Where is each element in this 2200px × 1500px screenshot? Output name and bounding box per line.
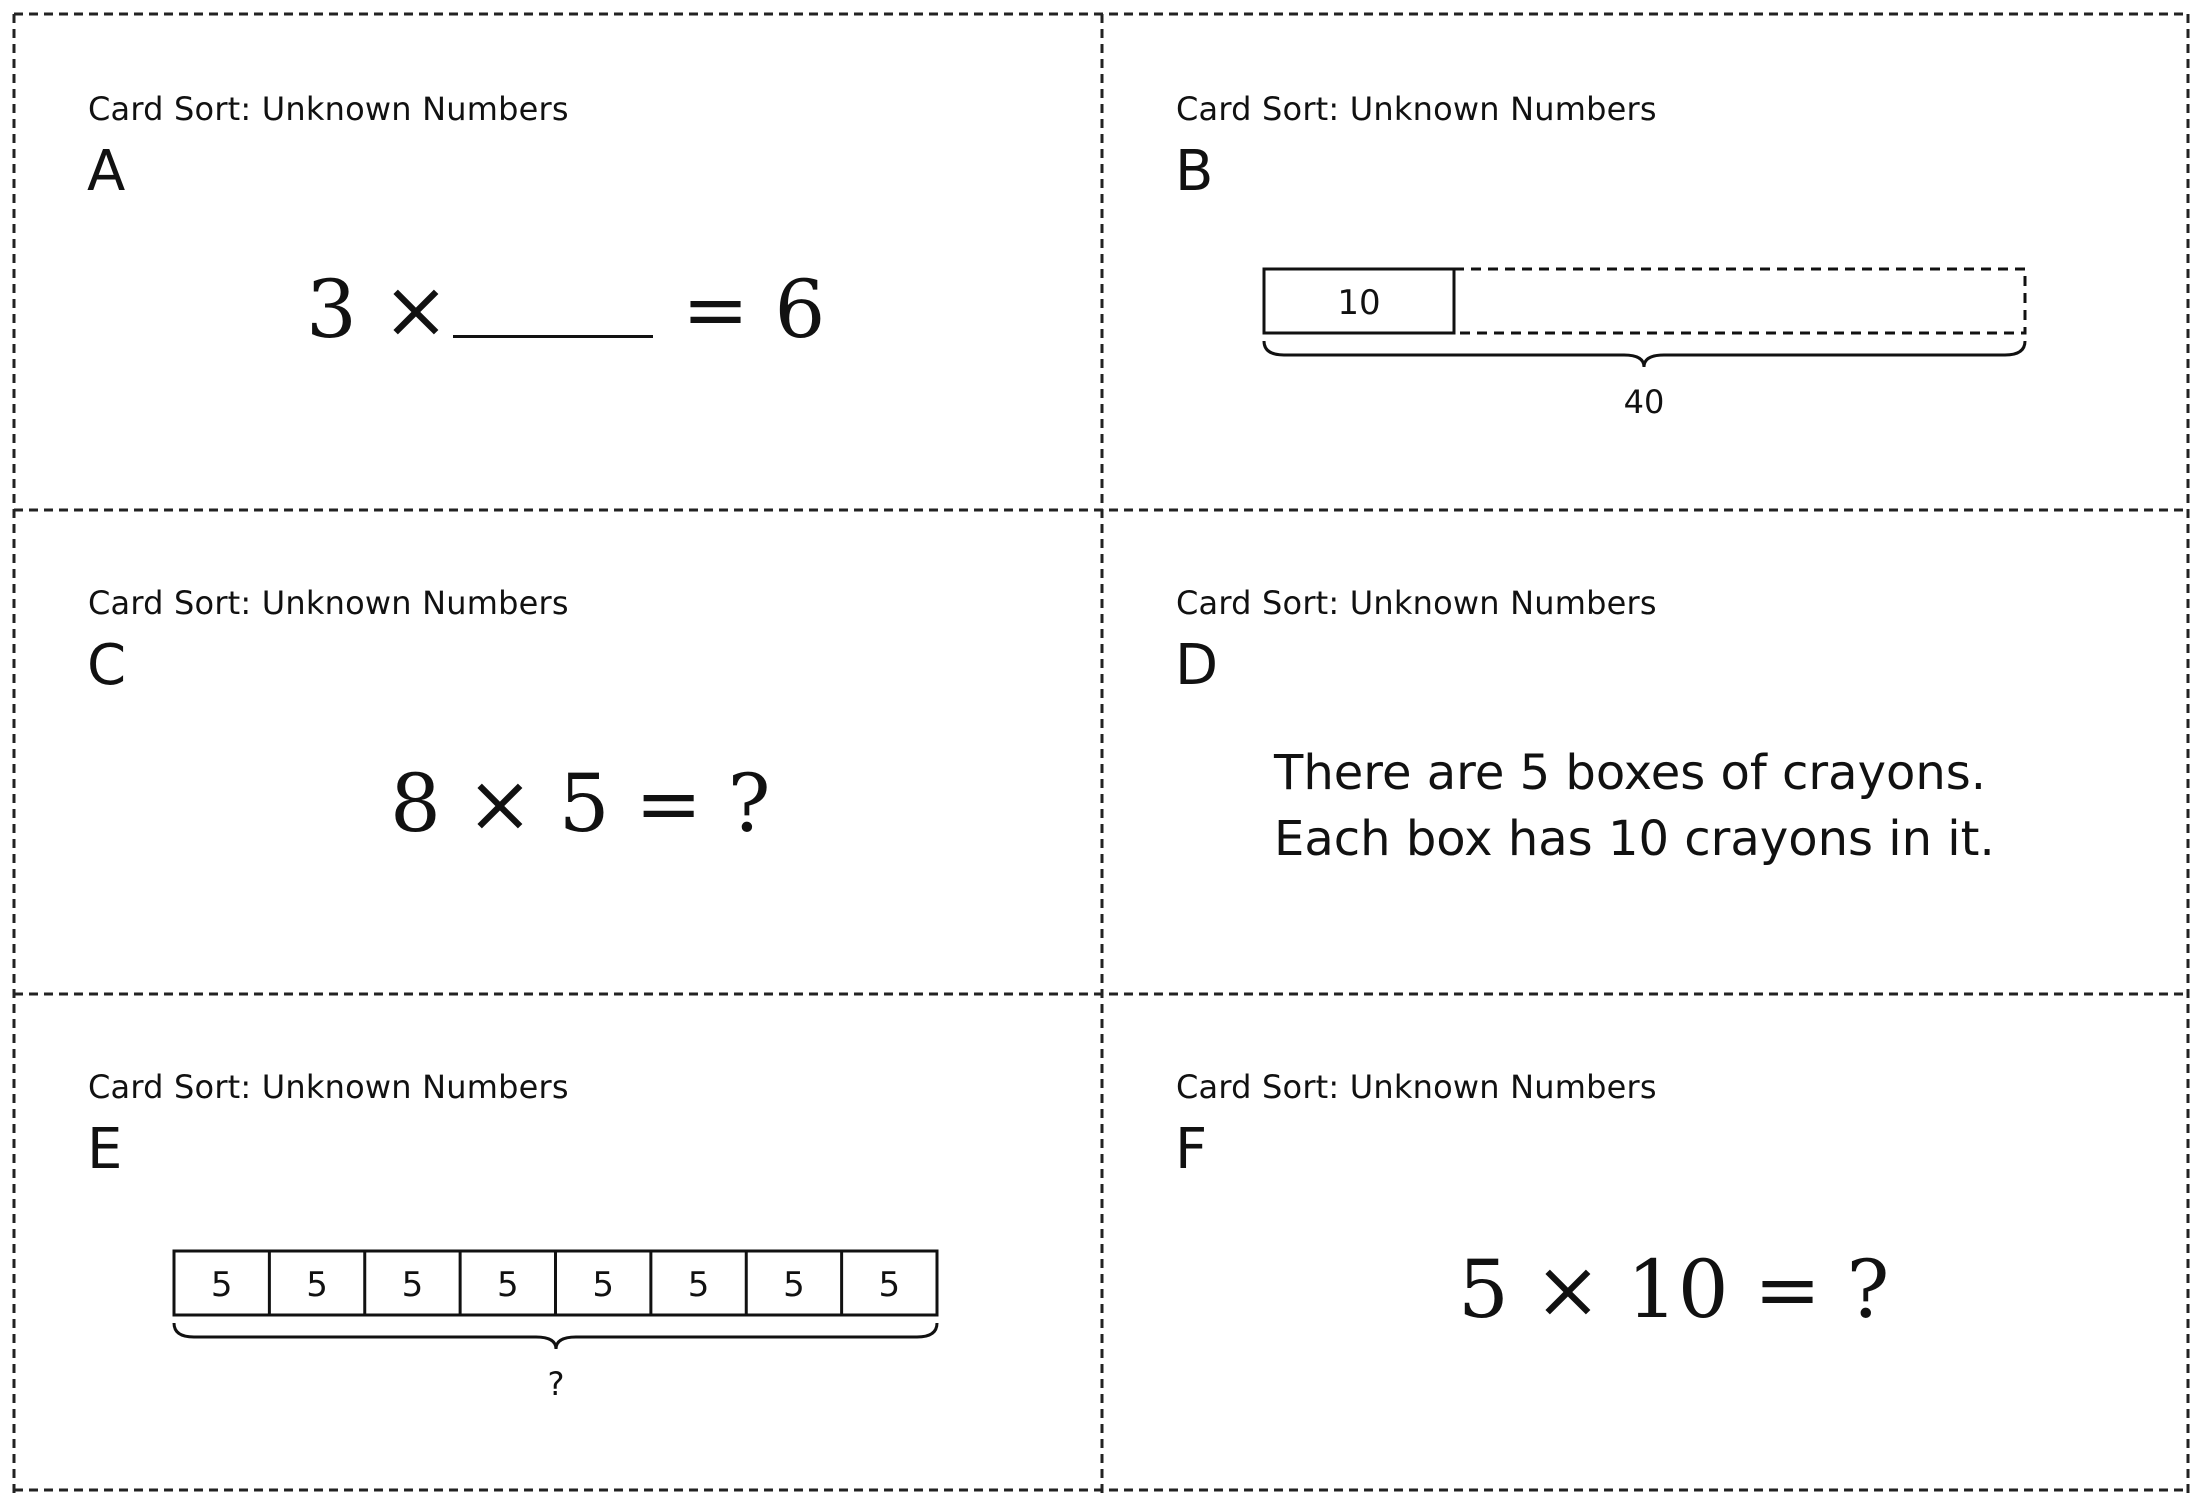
tape-total-label: ?: [547, 1365, 565, 1403]
tape-segment-label: 5: [210, 1265, 233, 1305]
card-heading: Card Sort: Unknown Numbers: [88, 584, 569, 622]
card-d[interactable]: [1102, 510, 2190, 1006]
tape-diagram: [1102, 14, 2190, 510]
tape-segment-label: 5: [306, 1265, 328, 1305]
card-b[interactable]: [1102, 14, 2190, 510]
answer-blank: [453, 335, 653, 338]
equation: 8 × 5 = ?: [390, 757, 771, 850]
tape-segment-label: 5: [496, 1265, 519, 1305]
tape-segment-label: 5: [687, 1265, 710, 1305]
word-problem-line-2: Each box has 10 crayons in it.: [1274, 811, 1995, 867]
card-heading: Card Sort: Unknown Numbers: [1176, 90, 1657, 128]
tape-segment-label: 5: [783, 1265, 805, 1305]
tape-total-label: 40: [1623, 383, 1665, 421]
card-heading: Card Sort: Unknown Numbers: [88, 90, 569, 128]
tape-segment-label: 5: [878, 1265, 901, 1305]
card-letter: A: [87, 139, 126, 204]
tape-segment-label: 5: [592, 1265, 615, 1305]
equation-right: = 6: [682, 263, 826, 356]
card-letter: F: [1175, 1117, 1208, 1182]
word-problem: [1274, 740, 1995, 872]
card-e[interactable]: [14, 994, 1102, 1490]
card-a[interactable]: [14, 14, 1102, 510]
card-letter: B: [1175, 139, 1214, 204]
card-heading: Card Sort: Unknown Numbers: [1176, 584, 1657, 622]
card-letter: D: [1175, 633, 1219, 698]
card-letter: C: [87, 633, 127, 698]
card-c[interactable]: [14, 510, 1102, 1006]
word-problem-line-1: There are 5 boxes of crayons.: [1274, 745, 1987, 801]
tape-part-label: 10: [1337, 283, 1381, 323]
card-f[interactable]: [1102, 994, 2190, 1490]
equation-left: 3 ×: [306, 263, 450, 356]
equation: 5 × 10 = ?: [1458, 1243, 1890, 1336]
tape-diagram: [14, 994, 1102, 1490]
card-letter: E: [87, 1117, 123, 1182]
card-heading: Card Sort: Unknown Numbers: [1176, 1068, 1657, 1106]
card-heading: Card Sort: Unknown Numbers: [88, 1068, 569, 1106]
tape-segment-label: 5: [401, 1265, 424, 1305]
